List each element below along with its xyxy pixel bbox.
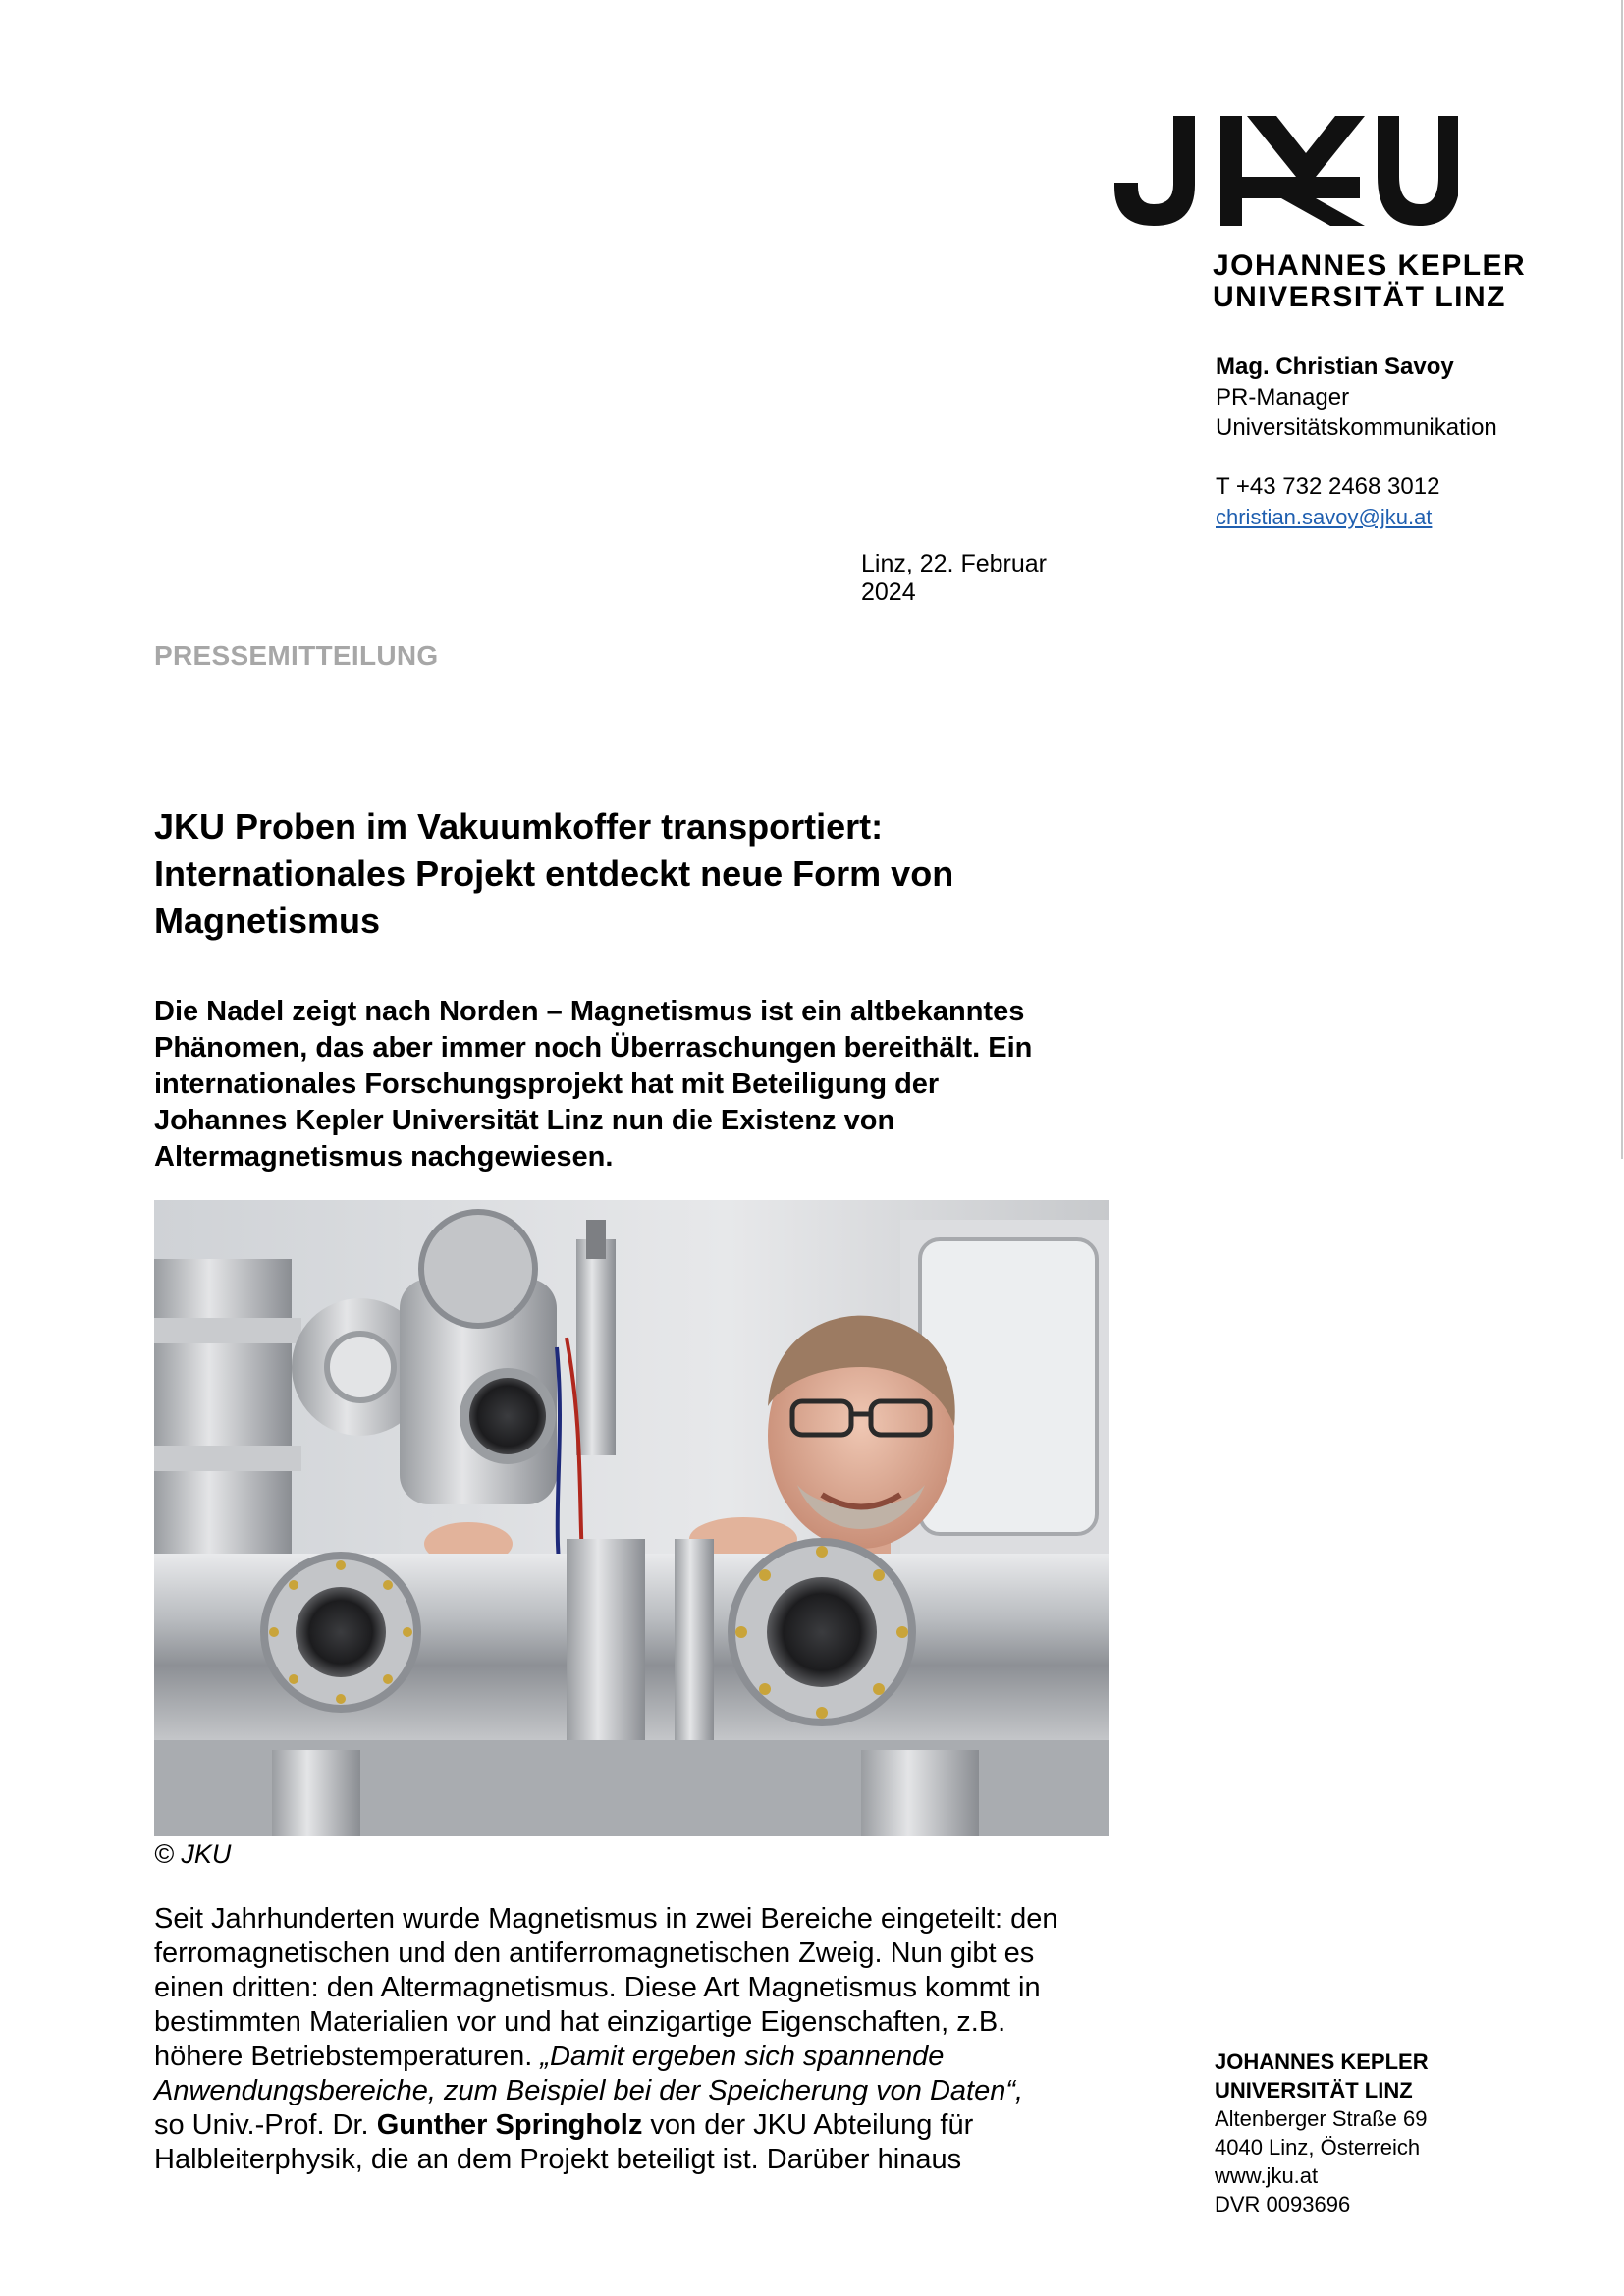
headline-line: JKU Proben im Vakuumkoffer transportiert: — [154, 806, 884, 847]
press-photo — [154, 1200, 1109, 1836]
body-line: Halbleiterphysik, die an dem Projekt beteiligt ist. Darüber hinaus — [154, 2144, 962, 2175]
footer-web-link[interactable]: www.jku.at — [1215, 2163, 1319, 2188]
footer-dvr: DVR 0093696 — [1215, 2192, 1351, 2216]
body-line: Seit Jahrhunderten wurde Magnetismus in zwei Bereiche eingeteilt: den — [154, 1903, 1058, 1935]
lead-line: Die Nadel zeigt nach Norden – Magnetismus ist ein altbekanntes — [154, 996, 1025, 1027]
jku-logo-mark — [1114, 116, 1458, 229]
logo-text-line1: JOHANNES KEPLER — [1213, 249, 1527, 282]
press-headline — [154, 803, 1116, 945]
headline-line: Internationales Projekt entdeckt neue Form von — [154, 853, 954, 894]
page-edge-line — [1621, 0, 1623, 1159]
contact-role: PR-Manager — [1216, 384, 1350, 410]
contact-name: Mag. Christian Savoy — [1216, 354, 1454, 380]
body-line: bestimmten Materialien vor und hat einzigartige Eigenschaften, z.B. — [154, 2006, 1006, 2038]
contact-email-link[interactable]: christian.savoy@jku.at — [1216, 505, 1433, 529]
quote-span: Anwendungsbereiche, zum Beispiel bei der Speicherung von Daten“, — [154, 2075, 1024, 2106]
body-text-span: so Univ.-Prof. Dr. — [154, 2109, 377, 2141]
press-label: PRESSEMITTEILUNG — [154, 640, 439, 671]
body-line — [154, 2040, 1116, 2074]
contact-phone: T +43 732 2468 3012 — [1216, 473, 1440, 500]
press-photo-illustration — [154, 1200, 1109, 1836]
body-text-span: höhere Betriebstemperaturen. — [154, 2041, 541, 2072]
contact-department: Universitätskommunikation — [1216, 414, 1497, 441]
photo-caption: © JKU — [154, 1839, 232, 1869]
person-name: Gunther Springholz — [376, 2109, 643, 2141]
body-line: ferromagnetischen und den antiferromagnetischen Zweig. Nun gibt es — [154, 1938, 1035, 1969]
quote-span: „Damit ergeben sich spannende — [540, 2041, 945, 2072]
logo-text-line2: UNIVERSITÄT LINZ — [1213, 281, 1506, 313]
headline-line: Magnetismus — [154, 901, 381, 941]
lead-line: internationales Forschungsprojekt hat mit Beteiligung der — [154, 1068, 940, 1100]
lead-paragraph — [154, 994, 1136, 1175]
footer-line2: UNIVERSITÄT LINZ — [1215, 2078, 1413, 2103]
lead-line: Phänomen, das aber immer noch Überraschungen bereithält. Ein — [154, 1032, 1033, 1064]
footer-street: Altenberger Straße 69 — [1215, 2106, 1428, 2131]
contact-block — [1216, 352, 1608, 532]
body-line: einen dritten: den Altermagnetismus. Diese Art Magnetismus kommt in — [154, 1972, 1041, 2003]
footer-line1: JOHANNES KEPLER — [1215, 2050, 1429, 2074]
footer-city: 4040 Linz, Österreich — [1215, 2135, 1421, 2159]
footer-address — [1215, 2048, 1588, 2218]
jku-logo — [1114, 116, 1527, 313]
body-text-span: von der JKU Abteilung für — [642, 2109, 974, 2141]
lead-line: Altermagnetismus nachgewiesen. — [154, 1141, 614, 1173]
body-paragraph — [154, 1902, 1116, 2177]
body-line — [154, 2074, 1116, 2108]
body-line — [154, 2108, 1116, 2143]
lead-line: Johannes Kepler Universität Linz nun die Existenz von — [154, 1105, 895, 1136]
press-date: Linz, 22. Februar 2024 — [861, 550, 1047, 606]
